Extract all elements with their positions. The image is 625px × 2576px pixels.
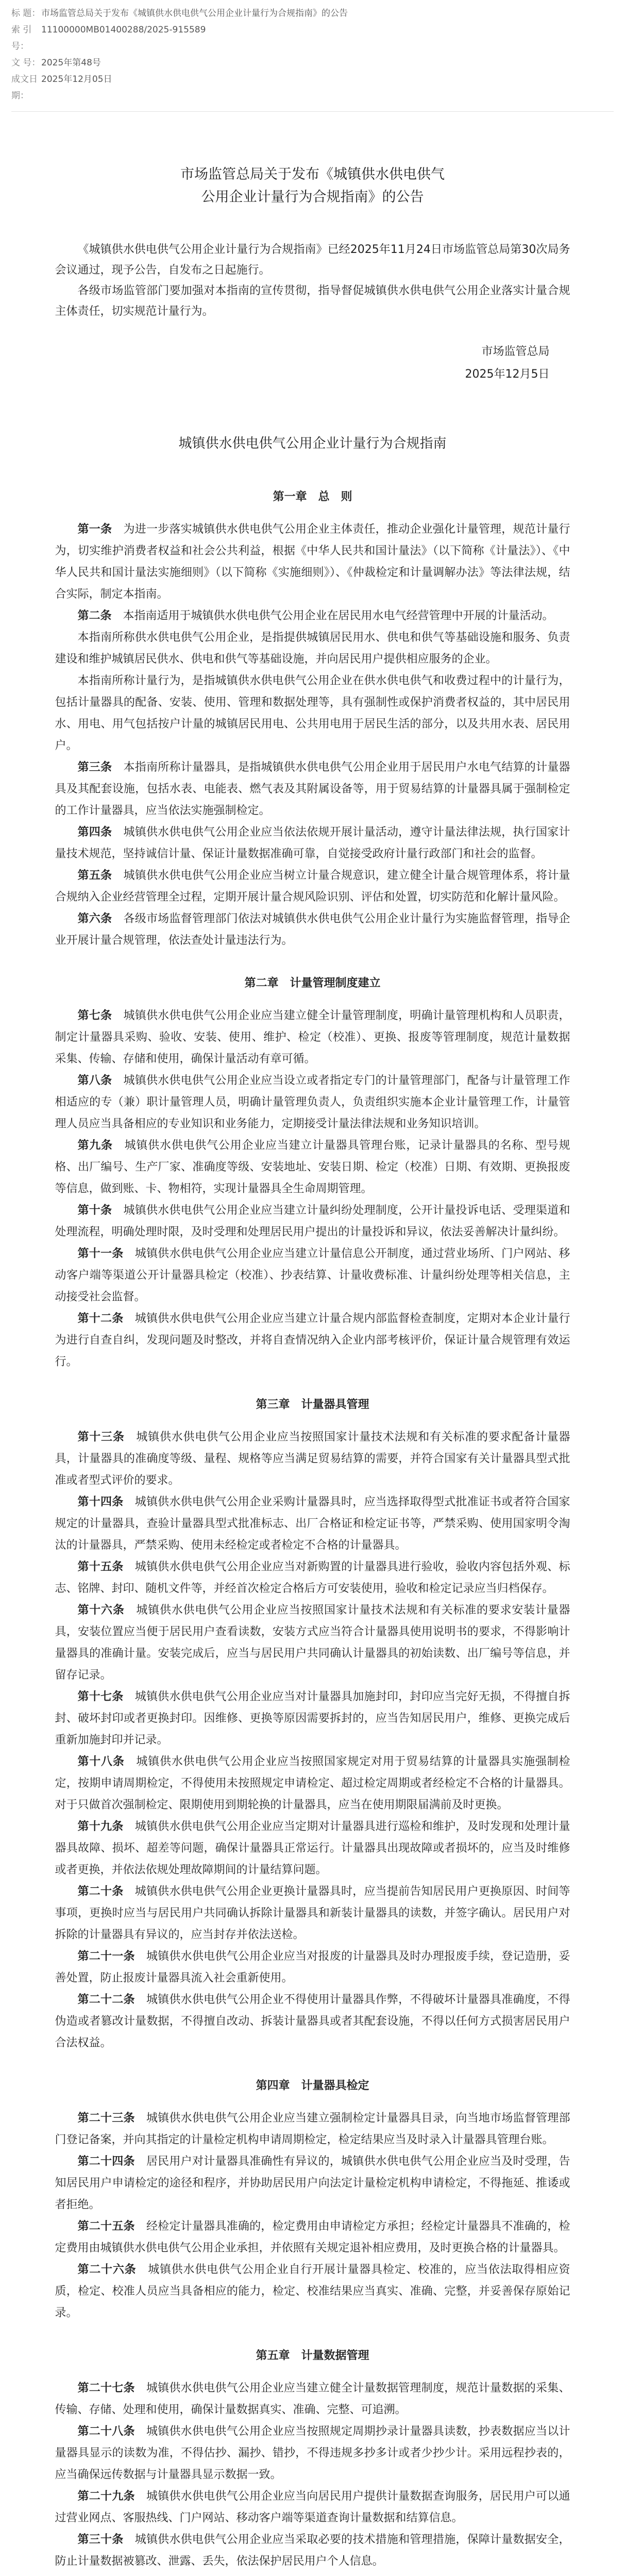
article (55, 519, 570, 605)
meta-row-title (11, 5, 614, 22)
article (55, 2216, 570, 2259)
article (55, 1135, 570, 1200)
article-text: 城镇供水供电供气公用企业应当采取必要的技术措施和管理措施，保障计量数据安全，防止计量数据被篡改、泄露、丢失，依法保护居民用户个人信息。 (55, 2533, 570, 2568)
article (55, 1816, 570, 1881)
article-text: 本指南所称计量行为，是指城镇供水供电供气公用企业在供水供电供气和收费过程中的计量行为，包括计量器具的配备、安装、使用、管理和数据处理等，具有强制性或保护消费者权益的，其中居民用水、用电、用气包括按户计量的城镇居民用电、公共用电用于居民生活的部分，以及共用水表、居民用户。 (55, 674, 570, 752)
announcement-paragraph: 《城镇供水供电供气公用企业计量行为合规指南》已经2025年11月24日市场监管总局第30次局务会议通过，现予公告，自发布之日起施行。 (55, 243, 570, 277)
article-text: 城镇供水供电供气公用企业应当依法依规开展计量活动，遵守计量法律法规，执行国家计量技术规范，坚持诚信计量、保证计量数据准确可靠，自觉接受政府计量行政部门和社会的监督。 (55, 826, 570, 860)
article-number: 第十七条 (77, 1690, 124, 1703)
article (55, 1881, 570, 1946)
article-text: 各级市场监督管理部门依法对城镇供水供电供气公用企业计量行为实施监督管理，指导企业开展计量合规管理，依法查处计量违法行为。 (55, 912, 570, 947)
meta-row-docno (11, 55, 614, 71)
article-number: 第三条 (77, 761, 112, 774)
announcement-title-line: 公用企业计量行为合规指南》的公告 (201, 189, 424, 205)
article (55, 2572, 570, 2576)
article-text: 城镇供水供电供气公用企业应当对新购置的计量器具进行验收，验收内容包括外观、标志、铭牌、封印、随机文件等，并经首次检定合格后方可安装使用，验收和检定记录应当归档保存。 (55, 1561, 570, 1595)
article-number: 第二十四条 (77, 2155, 135, 2168)
announcement-title (55, 163, 570, 209)
article-number: 第十五条 (77, 1561, 124, 1573)
article (55, 1492, 570, 1556)
article (55, 1243, 570, 1308)
article-number: 第二十六条 (77, 2263, 137, 2276)
article-number: 第三十条 (77, 2533, 124, 2546)
article-number: 第十六条 (77, 1604, 125, 1617)
article-number: 第十四条 (77, 1496, 124, 1509)
article-text: 城镇供水供电供气公用企业应当建立计量纠纷处理制度，公开计量投诉电话、受理渠道和处理流程，明确处理时限，及时受理和处理居民用户提出的计量投诉和异议，依法妥善解决计量纠纷。 (55, 1204, 570, 1239)
article (55, 2378, 570, 2421)
article-number: 第二十三条 (77, 2112, 135, 2125)
article (55, 757, 570, 822)
chapter-heading: 第三章 计量器具管理 (256, 1398, 369, 1411)
article (55, 1751, 570, 1816)
article-text: 城镇供水供电供气公用企业应当建立健全计量数据管理制度，规范计量数据的采集、传输、存储、处理和使用，确保计量数据真实、准确、完整、可追溯。 (55, 2382, 570, 2416)
article-number: 第十八条 (77, 1755, 125, 1768)
article-number: 第十一条 (77, 1247, 124, 1260)
article-number: 第二十五条 (77, 2220, 135, 2233)
article-number: 第二十九条 (77, 2490, 135, 2503)
article-text: 城镇供水供电供气公用企业不得使用计量器具作弊，不得破坏计量器具准确度，不得伪造或者篡改计量数据，不得擅自改动、拆装计量器具或者其配套设施，不得以任何方式损害居民用户合法权益。 (55, 1993, 570, 2049)
article (55, 1200, 570, 1243)
article-text: 城镇供水供电供气公用企业应当对计量器具加施封印，封印应当完好无损，不得擅自拆封、破坏封印或者更换封印。因维修、更换等原因需要拆封的，应当告知居民用户，维修、更换完成后重新加施封印并记录。 (55, 1690, 570, 1747)
article (55, 2486, 570, 2529)
meta-value-date: 2025年12月05日 (41, 74, 112, 84)
article-text: 城镇供水供电供气公用企业应当建立强制检定计量器具目录，向当地市场监督管理部门登记备案，并向其指定的计量检定机构申请周期检定，检定结果应当及时录入计量器具管理台账。 (55, 2112, 570, 2146)
meta-value-title: 市场监管总局关于发布《城镇供水供电供气公用企业计量行为合规指南》的公告 (41, 8, 348, 19)
meta-value-index: 11100000MB01400288/2025-915589 (41, 25, 206, 35)
meta-label: 索 引 号： (11, 25, 32, 52)
article-number: 第六条 (77, 912, 112, 925)
article-text: 城镇供水供电供气公用企业应当按照国家规定对用于贸易结算的计量器具实施强制检定，按期申请周期检定，不得使用未按照规定申请检定、超过检定周期或者经检定不合格的计量器具。对于只做首次强制检定、限期使用到期轮换的计量器具，应当在使用期限届满前及时更换。 (55, 1755, 570, 1811)
chapters-container (55, 486, 570, 2576)
article-text: 城镇供水供电供气公用企业更换计量器具时，应当提前告知居民用户更换原因、时间等事项，更换时应当与居民用户共同确认拆除计量器具和新装计量器具的读数，并签字确认。居民用户对拆除的计量器具有异议的，应当封存并依法送检。 (55, 1885, 570, 1941)
article-text: 本指南适用于城镇供水供电供气公用企业在居民用水电气经营管理中开展的计量活动。 (123, 609, 554, 622)
meta-row-date (11, 71, 614, 104)
signature-org: 市场监管总局 (481, 345, 550, 358)
signature-date: 2025年12月5日 (465, 368, 550, 381)
article-number: 第二十七条 (77, 2382, 135, 2395)
article-number: 第二条 (77, 609, 112, 622)
announcement (55, 112, 570, 386)
article (55, 2151, 570, 2216)
article-text: 城镇供水供电供气公用企业应当设立或者指定专门的计量管理部门，配备与计量管理工作相适应的专（兼）职计量管理人员，明确计量管理负责人，负责组织实施本企业计量管理工作，计量管理人员应当具备相应的专业知识和业务能力，定期接受计量法律法规和业务知识培训。 (55, 1074, 570, 1130)
article-text: 城镇供水供电供气公用企业应当树立计量合规意识，建立健全计量合规管理体系，将计量合规纳入企业经营管理全过程，定期开展计量合规风险识别、评估和处置，切实防范和化解计量风险。 (55, 869, 570, 904)
article-number: 第九条 (77, 1139, 113, 1152)
article (55, 2421, 570, 2486)
announcement-title-line: 市场监管总局关于发布《城镇供水供电供气 (180, 166, 445, 182)
article-number: 第七条 (77, 1009, 112, 1022)
article-number: 第二十一条 (77, 1950, 135, 1963)
article-text: 城镇供水供电供气公用企业应当建立计量信息公开制度，通过营业场所、门户网站、移动客户端等渠道公开计量器具检定（校准）、抄表结算、计量收费标准、计量纠纷处理等相关信息，主动接受社会监督。 (55, 1247, 570, 1303)
article-text: 城镇供水供电供气公用企业应当对报废的计量器具及时办理报废手续，登记造册，妥善处置，防止报废计量器具流入社会重新使用。 (55, 1950, 570, 1985)
article-text: 为进一步落实城镇供水供电供气公用企业主体责任，推动企业强化计量管理，规范计量行为，切实维护消费者权益和社会公共利益，根据《中华人民共和国计量法》（以下简称《计量法》）、《中华人民共和国计量法实施细则》（以下简称《实施细则》）、《仲裁检定和计量调解办法》等法律法规，结合实际，制定本指南。 (55, 523, 570, 601)
article-text: 城镇供水供电供气公用企业应当向居民用户提供计量数据查询服务，居民用户可以通过营业网点、客服热线、门户网站、移动客户端等渠道查询计量数据和结算信息。 (55, 2490, 570, 2524)
article-number: 第一条 (77, 523, 112, 536)
article (55, 1946, 570, 1989)
article-text: 居民用户对计量器具准确性有异议的，城镇供水供电供气公用企业应当及时受理，告知居民用户申请检定的途径和程序，并协助居民用户向法定计量检定机构申请检定，不得拖延、推诿或者拒绝。 (55, 2155, 570, 2211)
article-text: 经检定计量器具准确的，检定费用由申请检定方承担；经检定计量器具不准确的，检定费用由城镇供水供电供气公用企业承担，并依照有关规定退补相应费用，及时更换合格的计量器具。 (55, 2220, 570, 2255)
meta-label: 成文日期： (11, 74, 38, 101)
article (55, 1308, 570, 1373)
article (55, 908, 570, 952)
article-text: 城镇供水供电供气公用企业采购计量器具时，应当选择取得型式批准证书或者符合国家规定的计量器具，查验计量器具型式批准标志、出厂合格证和检定证书等，严禁采购、使用国家明令淘汰的计量器具，严禁采购、使用未经检定或者检定不合格的计量器具。 (55, 1496, 570, 1552)
article (55, 1427, 570, 1492)
article-number: 第五条 (77, 869, 112, 882)
article (55, 670, 570, 757)
chapter-heading: 第二章 计量管理制度建立 (244, 977, 381, 990)
metadata-header (11, 0, 614, 112)
meta-row-index (11, 22, 614, 55)
article-text: 城镇供水供电供气公用企业应当按照国家计量技术法规和有关标准的要求配备计量器具，计量器具的准确度等级、量程、规格等应当满足贸易结算的需要，并符合国家有关计量器具型式批准或者型式评价的要求。 (55, 1431, 570, 1487)
meta-value-docno: 2025年第48号 (41, 58, 101, 68)
article-number: 第十二条 (77, 1312, 124, 1325)
article-number: 第十三条 (77, 1431, 125, 1444)
article (55, 1070, 570, 1135)
article (55, 1989, 570, 2054)
article-text: 本指南所称计量器具，是指城镇供水供电供气公用企业用于居民用户水电气结算的计量器具及其配套设施，包括水表、电能表、燃气表及其附属设备等，用于贸易结算的计量器具属于强制检定的工作计量器具，应当依法实施强制检定。 (55, 761, 570, 817)
announcement-signature (55, 341, 570, 386)
article-number: 第二十八条 (77, 2425, 135, 2438)
article (55, 865, 570, 908)
article (55, 1600, 570, 1686)
article (55, 1556, 570, 1600)
article-text: 城镇供水供电供气公用企业应当定期对计量器具进行巡检和维护，及时发现和处理计量器具故障、损坏、超差等问题，确保计量器具正常运行。计量器具出现故障或者损坏的，应当及时维修或者更换，并依法依规处理故障期间的计量结算问题。 (55, 1820, 570, 1876)
article (55, 605, 570, 627)
article-text: 城镇供水供电供气公用企业自行开展计量器具检定、校准的，应当依法取得相应资质，检定、校准人员应当具备相应的能力，检定、校准结果应当真实、准确、完整，并妥善保存原始记录。 (55, 2263, 570, 2319)
announcement-paragraph: 各级市场监管部门要加强对本指南的宣传贯彻，指导督促城镇供水供电供气公用企业落实计量合规主体责任，切实规范计量行为。 (55, 284, 570, 318)
article-number: 第十条 (77, 1204, 112, 1217)
article-text: 城镇供水供电供气公用企业应当建立计量器具管理台账，记录计量器具的名称、型号规格、出厂编号、生产厂家、准确度等级、安装地址、安装日期、检定（校准）日期、有效期、更换报废等信息，做到账、卡、物相符，实现计量器具全生命周期管理。 (55, 1139, 570, 1195)
article (55, 1005, 570, 1070)
chapter-heading: 第五章 计量数据管理 (256, 2349, 369, 2362)
article-text: 城镇供水供电供气公用企业应当按照规定周期抄录计量器具读数，抄表数据应当以计量器具显示的读数为准，不得估抄、漏抄、错抄，不得违规多抄多计或者少抄少计。采用远程抄表的，应当确保远传数据与计量器具显示数据一致。 (55, 2425, 570, 2481)
article-text: 城镇供水供电供气公用企业应当建立健全计量管理制度，明确计量管理机构和人员职责，制定计量器具采购、验收、安装、使用、维护、检定（校准）、更换、报废等管理制度，规范计量数据采集、传输、存储和使用，确保计量活动有章可循。 (55, 1009, 570, 1065)
meta-label: 标 题： (11, 8, 41, 19)
guideline-document (55, 386, 570, 2576)
chapter-heading: 第一章 总 则 (273, 490, 352, 503)
article (55, 2108, 570, 2151)
article (55, 2529, 570, 2572)
article-text: 城镇供水供电供气公用企业应当建立计量合规内部监督检查制度，定期对本企业计量行为进行自查自纠，发现问题及时整改，并将自查情况纳入企业内部考核评价，保证计量合规管理有效运行。 (55, 1312, 570, 1368)
article-text: 本指南所称供水供电供气公用企业，是指提供城镇居民用水、供电和供气等基础设施和服务、负责建设和维护城镇居民供水、供电和供气等基础设施，并向居民用户提供相应服务的企业。 (55, 631, 570, 666)
chapter-heading: 第四章 计量器具检定 (256, 2079, 369, 2092)
article (55, 1686, 570, 1751)
guideline-title: 城镇供水供电供气公用企业计量行为合规指南 (178, 436, 447, 451)
article-text: 城镇供水供电供气公用企业应当按照国家计量技术法规和有关标准的要求安装计量器具，安装位置应当便于居民用户查看读数，安装方式应当符合计量器具使用说明书的要求，不得影响计量器具的准确计量。安装完成后，应当与居民用户共同确认计量器具的初始读数、出厂编号等信息，并留存记录。 (55, 1604, 570, 1682)
article-number: 第八条 (77, 1074, 112, 1087)
article-number: 第二十条 (77, 1885, 124, 1898)
article-number: 第十九条 (77, 1820, 124, 1833)
article (55, 627, 570, 670)
article-number: 第二十二条 (77, 1993, 135, 2006)
article (55, 822, 570, 865)
meta-label: 文 号： (11, 58, 41, 68)
article-number: 第四条 (77, 826, 112, 839)
article (55, 2259, 570, 2324)
